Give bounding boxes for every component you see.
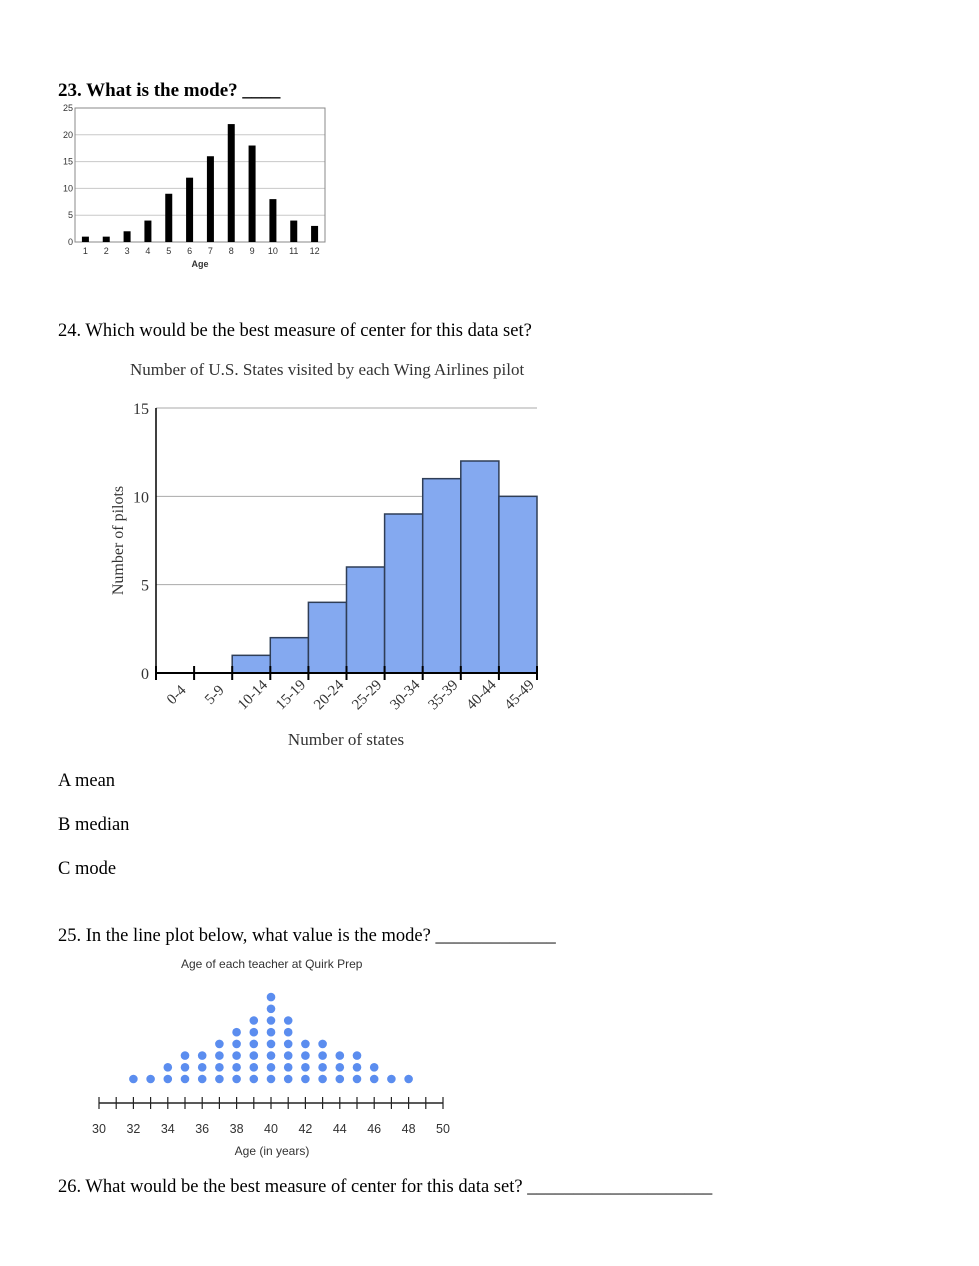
bar [165, 194, 172, 242]
bar [144, 221, 151, 242]
q23-age-bar-chart [55, 100, 335, 275]
x-tick-label: 36 [195, 1122, 210, 1136]
bar [269, 199, 276, 242]
chart-title: Number of U.S. States visited by each Wing Airlines pilot [130, 360, 525, 379]
y-tick-label: 0 [67, 237, 73, 247]
dot [164, 1063, 173, 1072]
dot [284, 1028, 293, 1037]
bar [82, 237, 89, 242]
y-tick-label: 5 [141, 577, 149, 595]
histogram-bar [461, 461, 499, 673]
dot [284, 1075, 293, 1084]
dot [215, 1040, 224, 1049]
x-tick-label: 30 [92, 1122, 106, 1136]
dot [404, 1075, 413, 1084]
x-tick-label: 40 [264, 1122, 278, 1136]
y-tick-label: 15 [133, 401, 149, 418]
x-tick-label: 35-39 [425, 677, 462, 714]
dot [164, 1075, 173, 1084]
dot [267, 1005, 276, 1014]
x-tick-label: 45-49 [501, 677, 538, 714]
x-tick-label: 34 [160, 1122, 175, 1136]
x-tick-label: 48 [401, 1122, 416, 1136]
dot [181, 1075, 190, 1084]
x-tick-label: 32 [126, 1122, 141, 1136]
dot [336, 1051, 345, 1060]
dot [370, 1075, 379, 1084]
dot [336, 1063, 345, 1072]
x-tick-label: 3 [124, 246, 130, 256]
dot [370, 1063, 379, 1072]
x-tick-label: 0-4 [164, 682, 190, 708]
dot [198, 1063, 207, 1072]
dot [232, 1028, 241, 1037]
x-tick-label: 30-34 [387, 677, 424, 714]
dot [215, 1075, 224, 1084]
dot [301, 1063, 310, 1072]
dot [232, 1051, 241, 1060]
histogram-bar [308, 602, 346, 673]
dot [318, 1063, 327, 1072]
dot [267, 1075, 276, 1084]
question-25: 25. In the line plot below, what value is the mode? _____________ [58, 926, 556, 946]
x-axis-label: Age [191, 259, 209, 269]
dot [250, 1063, 259, 1072]
y-tick-label: 25 [62, 103, 73, 113]
dot [181, 1063, 190, 1072]
question-26: 26. What would be the best measure of center for this data set? ____________________ [58, 1177, 713, 1197]
dot [250, 1028, 259, 1037]
histogram-bar [499, 496, 537, 673]
histogram-bar [347, 567, 385, 673]
dot [146, 1075, 155, 1084]
dot [232, 1040, 241, 1049]
x-tick-label: 20-24 [311, 677, 348, 714]
dot [318, 1040, 327, 1049]
x-tick-label: 12 [309, 246, 320, 256]
dot [250, 1016, 259, 1025]
y-axis-label: Number of pilots [110, 485, 127, 596]
bar [249, 146, 256, 242]
y-tick-label: 0 [141, 666, 149, 683]
histogram-bar [423, 479, 461, 673]
dot [284, 1063, 293, 1072]
x-tick-label: 8 [228, 246, 234, 256]
dot [318, 1075, 327, 1084]
x-axis-label: Age (in years) [234, 1144, 310, 1158]
dot [215, 1051, 224, 1060]
x-tick-label: 5 [166, 246, 172, 256]
x-tick-label: 42 [298, 1122, 313, 1136]
x-tick-label: 5-9 [202, 682, 228, 708]
bar [103, 237, 110, 242]
bar [311, 226, 318, 242]
bar [290, 221, 297, 242]
y-tick-label: 20 [62, 129, 73, 140]
dot [215, 1063, 224, 1072]
x-tick-label: 9 [249, 246, 255, 256]
dot [129, 1075, 138, 1084]
dot [387, 1075, 396, 1084]
dot [336, 1075, 345, 1084]
dot [267, 1016, 276, 1025]
dot [301, 1051, 310, 1060]
dot [284, 1040, 293, 1049]
q24-histogram [100, 352, 580, 757]
x-tick-label: 50 [436, 1122, 450, 1136]
dot [267, 993, 276, 1002]
dot [250, 1075, 259, 1084]
choice-b-median[interactable]: B median [58, 815, 130, 835]
choice-a-mean[interactable]: A mean [58, 771, 116, 791]
y-tick-label: 5 [67, 210, 73, 221]
dot [301, 1040, 310, 1049]
dot [301, 1075, 310, 1084]
y-tick-label: 10 [62, 183, 73, 194]
bar [124, 231, 131, 242]
question-23: 23. What is the mode? ____ [58, 80, 281, 101]
x-axis-label: Number of states [287, 730, 405, 749]
y-tick-label: 10 [133, 489, 149, 507]
x-tick-label: 38 [229, 1122, 244, 1136]
dot [232, 1075, 241, 1084]
y-tick-label: 15 [62, 156, 73, 167]
dot [181, 1051, 190, 1060]
question-24: 24. Which would be the best measure of center for this data set? [58, 321, 532, 341]
dot [198, 1051, 207, 1060]
bar [207, 156, 214, 242]
dot [267, 1028, 276, 1037]
x-tick-label: 25-29 [349, 677, 386, 714]
chart-title: Age of each teacher at Quirk Prep [181, 957, 363, 971]
dot [318, 1051, 327, 1060]
x-tick-label: 6 [187, 246, 193, 256]
bar [186, 178, 193, 242]
dot [267, 1063, 276, 1072]
x-tick-label: 46 [367, 1122, 382, 1136]
x-tick-label: 7 [207, 246, 213, 256]
dot [250, 1040, 259, 1049]
x-tick-label: 40-44 [463, 677, 500, 714]
dot [267, 1040, 276, 1049]
x-tick-label: 2 [103, 246, 109, 256]
dot [232, 1063, 241, 1072]
dot [353, 1063, 362, 1072]
histogram-bar [270, 638, 308, 673]
histogram-bar [232, 655, 270, 673]
x-tick-label: 15-19 [273, 677, 310, 714]
dot [353, 1075, 362, 1084]
q25-dot-plot [80, 952, 480, 1167]
x-tick-label: 10 [267, 246, 278, 256]
x-tick-label: 11 [289, 246, 299, 256]
dot [284, 1051, 293, 1060]
plot-frame [75, 108, 325, 242]
dot [198, 1075, 207, 1084]
dot [353, 1051, 362, 1060]
histogram-bar [385, 514, 423, 673]
choice-c-mode[interactable]: C mode [58, 859, 117, 879]
x-tick-label: 44 [332, 1122, 347, 1136]
dot [267, 1051, 276, 1060]
x-tick-label: 4 [145, 246, 151, 256]
x-tick-label: 1 [82, 246, 88, 256]
x-tick-label: 10-14 [234, 677, 272, 714]
bar [228, 124, 235, 242]
dot [250, 1051, 259, 1060]
dot [284, 1016, 293, 1025]
